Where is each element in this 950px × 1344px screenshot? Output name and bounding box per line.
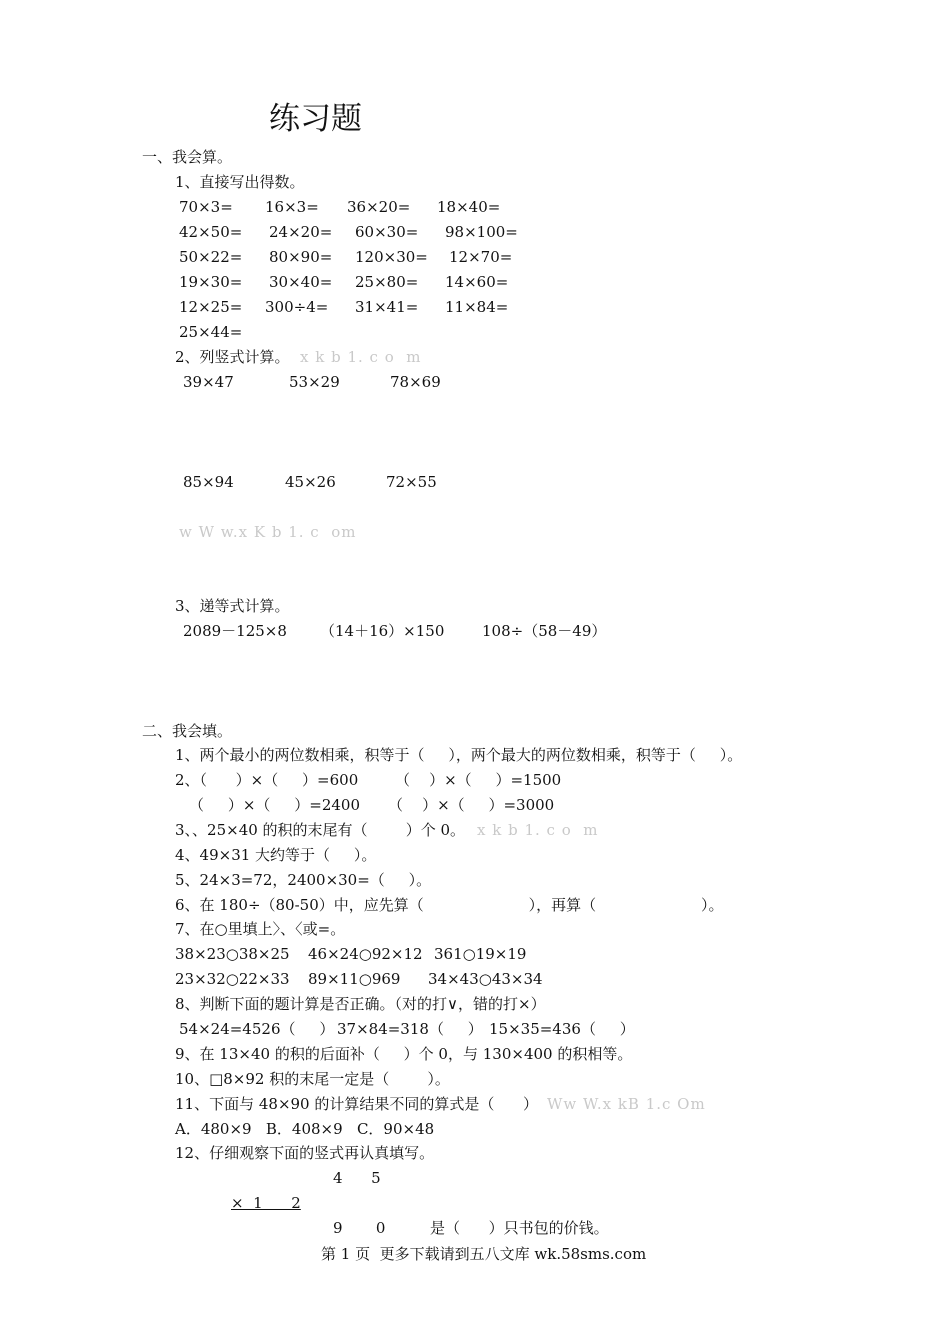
calc-r3-c1: 50×22= — [179, 248, 243, 266]
fill-question-4: 4、49×31 大约等于（ ）。 — [175, 846, 377, 864]
calc-r1-c3: 36×20= — [347, 198, 411, 216]
section-1-heading: 一、我会算。 — [142, 148, 233, 166]
calc-r6-c1: 25×44= — [179, 323, 243, 341]
calc-r2-c3: 60×30= — [355, 223, 419, 241]
step-calc-2: （14＋16）×150 — [320, 622, 445, 640]
judge-item-3: 15×35=436（ ） — [489, 1020, 635, 1038]
question-1-3-label: 3、递等式计算。 — [175, 597, 290, 615]
calc-r1-c1: 70×3= — [179, 198, 233, 216]
calc-r4-c2: 30×40= — [269, 273, 333, 291]
fill-question-12-text: 是（ ）只书包的价钱。 — [430, 1219, 609, 1237]
calc-r2-c2: 24×20= — [269, 223, 333, 241]
fill-question-11: 11、下面与 48×90 的计算结果不同的算式是（ ） — [175, 1095, 538, 1113]
calc-r4-c3: 25×80= — [355, 273, 419, 291]
fill-question-3: 3、、25×40 的积的末尾有（ ）个 0。 — [175, 821, 466, 839]
watermark-text: Ww W.x kB 1.c Om — [547, 1095, 706, 1113]
fill-question-2d: （ ）×（ ）=3000 — [388, 796, 555, 814]
calc-r2-c1: 42×50= — [179, 223, 243, 241]
fill-question-7-label: 7、在○里填上〉、〈或=。 — [175, 920, 346, 938]
fill-question-1: 1、两个最小的两位数相乘，积等于（ ），两个最大的两位数相乘，积等于（ ）。 — [175, 746, 743, 764]
calc-r3-c2: 80×90= — [269, 248, 333, 266]
compare-r2-c1: 23×32○22×33 — [175, 970, 290, 988]
fill-question-6: 6、在 180÷（80-50）中，应先算（ ），再算（ ）。 — [175, 896, 724, 914]
watermark-text: w W w.x K b 1. c om — [179, 523, 357, 541]
calc-r1-c4: 18×40= — [437, 198, 501, 216]
question-1-2-label: 2、列竖式计算。 — [175, 348, 290, 366]
compare-r1-c1: 38×23○38×25 — [175, 945, 290, 963]
calc-r3-c4: 12×70= — [449, 248, 513, 266]
fill-question-2b: （ ）×（ ）=1500 — [395, 771, 562, 789]
calc-r5-c4: 11×84= — [445, 298, 509, 316]
judge-item-2: 37×84=318（ ） — [337, 1020, 483, 1038]
watermark-text: x k b 1. c o m — [477, 821, 599, 839]
calc-r2-c4: 98×100= — [445, 223, 518, 241]
step-calc-3: 108÷（58－49） — [482, 622, 607, 640]
judge-item-1: 54×24=4526（ ） — [179, 1020, 335, 1038]
fill-question-12-label: 12、仔细观察下面的竖式再认真填写。 — [175, 1144, 435, 1162]
vertical-calc-1: 39×47 — [183, 373, 234, 391]
section-2-heading: 二、我会填。 — [142, 722, 233, 740]
calc-r5-c3: 31×41= — [355, 298, 419, 316]
vertical-multiplication-result: 9 0 — [333, 1219, 386, 1237]
fill-question-9: 9、在 13×40 的积的后面补（ ）个 0，与 130×400 的积相等。 — [175, 1045, 633, 1063]
question-1-1-label: 1、直接写出得数。 — [175, 173, 305, 191]
page-title: 练习题 — [269, 101, 362, 137]
vertical-multiplication-top: 4 5 — [333, 1169, 381, 1187]
watermark-text: x k b 1. c o m — [300, 348, 422, 366]
calc-r5-c1: 12×25= — [179, 298, 243, 316]
compare-r2-c2: 89×11○969 — [308, 970, 401, 988]
fill-question-2c: （ ）×（ ）=2400 — [189, 796, 360, 814]
calc-r1-c2: 16×3= — [265, 198, 319, 216]
vertical-calc-6: 72×55 — [386, 473, 437, 491]
compare-r1-c2: 46×24○92×12 — [308, 945, 423, 963]
calc-r4-c4: 14×60= — [445, 273, 509, 291]
fill-question-8-label: 8、判断下面的题计算是否正确。（对的打∨，错的打×） — [175, 995, 546, 1013]
calc-r3-c3: 120×30= — [355, 248, 428, 266]
vertical-calc-5: 45×26 — [285, 473, 336, 491]
page-footer: 第 1 页 更多下载请到五八文库 wk.58sms.com — [321, 1245, 647, 1263]
vertical-calc-2: 53×29 — [289, 373, 340, 391]
fill-question-10: 10、□8×92 积的末尾一定是（ ）。 — [175, 1070, 450, 1088]
fill-question-5: 5、24×3=72，2400×30=（ ）。 — [175, 871, 432, 889]
compare-r1-c3: 361○19×19 — [434, 945, 527, 963]
vertical-multiplication-multiplier: × 1 2 — [231, 1194, 301, 1212]
step-calc-1: 2089－125×8 — [183, 622, 287, 640]
vertical-calc-3: 78×69 — [390, 373, 441, 391]
fill-question-11-options: A．480×9 B．408×9 C．90×48 — [175, 1120, 435, 1138]
compare-r2-c3: 34×43○43×34 — [428, 970, 543, 988]
fill-question-2a: 2、（ ）×（ ）=600 — [175, 771, 359, 789]
calc-r4-c1: 19×30= — [179, 273, 243, 291]
vertical-calc-4: 85×94 — [183, 473, 234, 491]
calc-r5-c2: 300÷4= — [265, 298, 329, 316]
